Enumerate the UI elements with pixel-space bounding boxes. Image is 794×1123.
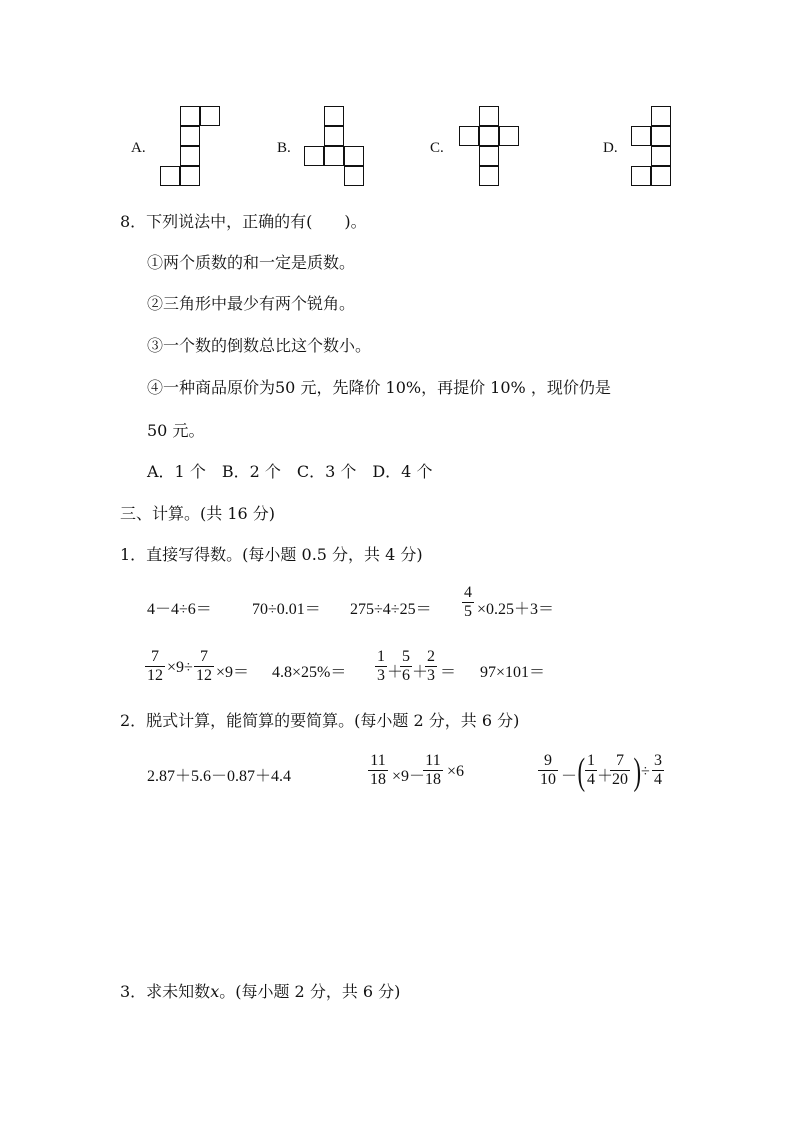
option-b-label: B. <box>277 140 291 156</box>
q8-statement-1: ①两个质数的和一定是质数。 <box>147 253 356 272</box>
p1-expr-7-op-2: ＋ <box>412 664 429 681</box>
p2-expr-3-left-paren: ( <box>577 751 586 793</box>
p2-expr-3-fraction-2: $\frac{1}{4}$ <box>587 752 595 788</box>
p2-expr-2-fraction-2: $\frac{11}{18}$ <box>425 752 441 788</box>
q8-statement-4-line1: ④一种商品原价为50 元，先降价 10%，再提价 10% ，现价仍是 <box>147 378 611 397</box>
q8-statement-4-line2: 50 元。 <box>147 421 205 440</box>
p3-title: 3．求未知数x。(每小题 2 分，共 6 分) <box>120 982 401 1001</box>
p1-expr-5-fraction-1: $\frac{7}{12}$ <box>147 648 163 684</box>
q8-statement-3: ③一个数的倒数总比这个数小。 <box>147 336 372 355</box>
p2-expr-3-fraction-3: $\frac{7}{20}$ <box>612 752 628 788</box>
p2-expr-3-fraction-4: $\frac{3}{4}$ <box>654 752 662 788</box>
p1-expr-5-mid: ×9÷ <box>167 659 193 676</box>
p1-expr-7-fraction-3: $\frac{2}{3}$ <box>427 648 435 684</box>
p2-expr-2-rest: ×6 <box>447 763 465 780</box>
p2-expr-3-minus: － <box>561 768 578 785</box>
section-3-title: 三、计算。(共 16 分) <box>120 504 276 523</box>
option-a-label: A. <box>131 140 146 156</box>
p1-expr-8: 97×101＝ <box>480 664 546 681</box>
p1-expr-5-fraction-2: $\frac{7}{12}$ <box>196 648 212 684</box>
p1-expr-4-fraction: $\frac{4}{5}$ <box>464 584 472 620</box>
p1-expr-7-equals: ＝ <box>440 664 457 681</box>
p1-expr-6: 4.8×25%＝ <box>272 664 347 681</box>
p2-expr-3-right-paren: ) <box>633 751 642 793</box>
p2-expr-2-fraction-1: $\frac{11}{18}$ <box>370 752 386 788</box>
p2-expr-3-divide: ÷ <box>641 763 650 780</box>
p1-expr-7-fraction-2: $\frac{5}{6}$ <box>402 648 410 684</box>
option-c-label: C. <box>430 140 444 156</box>
option-d-label: D. <box>603 140 618 156</box>
p1-expr-5-rest: ×9＝ <box>216 664 250 681</box>
p2-expr-1: 2.87＋5.6－0.87＋4.4 <box>147 768 292 785</box>
p1-title: 1．直接写得数。(每小题 0.5 分，共 4 分) <box>120 545 423 564</box>
p1-expr-1: 4－4÷6＝ <box>147 601 212 618</box>
p1-expr-7-op-1: ＋ <box>387 664 404 681</box>
p1-expr-4-rest: ×0.25＋3＝ <box>477 601 555 618</box>
p2-title: 2．脱式计算，能简算的要简算。(每小题 2 分，共 6 分) <box>120 711 520 730</box>
q8-choices: A．1 个 B．2 个 C．3 个 D．4 个 <box>147 462 433 481</box>
q8-statement-2: ②三角形中最少有两个锐角。 <box>147 294 356 313</box>
p2-expr-3-fraction-1: $\frac{9}{10}$ <box>540 752 556 788</box>
p1-expr-3: 275÷4÷25＝ <box>350 601 432 618</box>
p1-expr-7-fraction-1: $\frac{1}{3}$ <box>377 648 385 684</box>
p1-expr-2: 70÷0.01＝ <box>252 601 321 618</box>
p2-expr-3-plus: ＋ <box>597 768 614 785</box>
p2-expr-2-mid: ×9－ <box>392 768 426 785</box>
q8-stem: 8．下列说法中，正确的有( )。 <box>120 212 367 231</box>
